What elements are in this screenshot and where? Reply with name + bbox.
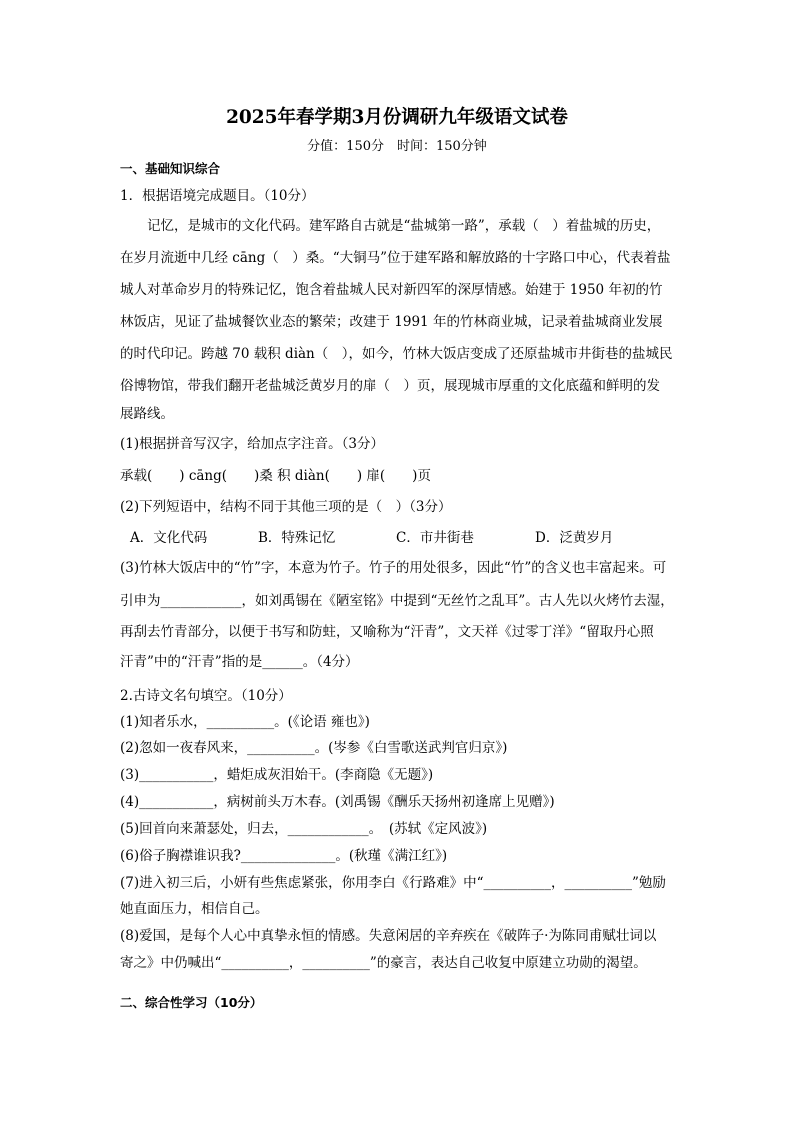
option-c: C．市井街巷 [396,530,474,546]
passage-line: 记忆，是城市的文化代码。建军路自古就是“盐城第一路”，承载（ ）着盐城的历史， [120,218,661,234]
section-heading-2: 二、综合性学习（10分） [120,995,263,1010]
question-1-3-line: 汗青”中的“汗青”指的是______。（4分） [120,654,359,670]
question-2-item: (3)___________，蜡炬成灰泪始干。(李商隐《无题》) [120,767,434,783]
passage-line: 城人对革命岁月的特殊记忆，饱含着盐城人民对新四军的深厚情感。始建于 1950 年初的竹 [120,282,663,298]
question-2-item: (8)爱国，是每个人心中真挚永恒的情感。失意闲居的辛弃疾在《破阵子·为陈同甫赋壮词以 [120,928,657,944]
question-1-3-line: (3)竹林大饭店中的“竹”字，本意为竹子。竹子的用处很多，因此“竹”的含义也丰富起来。可 [120,560,667,576]
question-1-3-line: 再刮去竹青部分，以便于书写和防蛀，又喻称为“汗青”，文天祥《过零丁洋》“留取丹心照 [120,624,654,640]
option-a: A．文化代码 [130,530,208,546]
passage-line: 在岁月流逝中几经 cāng（ ）桑。“大铜马”位于建军路和解放路的十字路口中心，代表着盐 [120,250,671,266]
section-heading-1: 一、基础知识综合 [120,161,221,176]
passage-line: 林饭店，见证了盐城餐饮业态的繁荣；改建于 1991 年的竹林商业城，记录着盐城商业发展 [120,314,663,330]
question-1-heading: 1．根据语境完成题目。（10分） [120,188,315,204]
question-1-1-blanks: 承载( ) cāng( )桑 积 diàn( ) 扉( )页 [120,468,431,484]
question-2-item: 寄之》中仍喊出“__________，__________”的豪言，表达自己收复中原建立功勋的渴望。 [120,955,647,971]
question-1-3-line: 引申为____________，如刘禹锡在《陋室铭》中提到“无丝竹之乱耳”。古人先以火烤竹去湿， [120,593,674,609]
question-2-item: (7)进入初三后，小妍有些焦虑紧张，你用李白《行路难》中“__________，__________”勉励 [120,875,666,891]
question-2-item: (6)俗子胸襟谁识我?______________。(秋瑾《满江红》) [120,848,448,864]
option-b: B．特殊记忆 [258,530,336,546]
option-d: D．泛黄岁月 [535,530,614,546]
question-2-heading: 2.古诗文名句填空。（10分） [120,688,292,704]
passage-line: 展路线。 [120,406,174,422]
passage-line: 俗博物馆，带我们翻开老盐城泛黄岁月的扉（ ）页，展现城市厚重的文化底蕴和鲜明的发 [120,378,660,394]
question-2-item: (4)___________，病树前头万木春。(刘禹锡《酬乐天扬州初逢席上见赠》) [120,794,555,810]
question-2-item: (5)回首向来萧瑟处，归去，____________。 (苏轼《定风波》) [120,821,488,837]
question-2-item: (1)知者乐水，__________。(《论语 雍也》) [120,714,370,730]
question-2-item: (2)忽如一夜春风来，__________。(岑参《白雪歌送武判官归京》) [120,740,508,756]
score-time-info: 分值：150分 时间：150分钟 [307,139,487,154]
question-1-1: (1)根据拼音写汉字，给加点字注音。（3分） [120,436,384,452]
passage-line: 的时代印记。跨越 70 载积 diàn（ ），如今，竹林大饭店变成了还原盐城市井街巷的盐城民 [120,346,673,362]
question-1-2: (2)下列短语中，结构不同于其他三项的是（ ）（3分） [120,499,452,515]
page-title: 2025年春学期3月份调研九年级语文试卷 [226,107,568,128]
question-2-item: 她直面压力，相信自己。 [120,901,269,917]
